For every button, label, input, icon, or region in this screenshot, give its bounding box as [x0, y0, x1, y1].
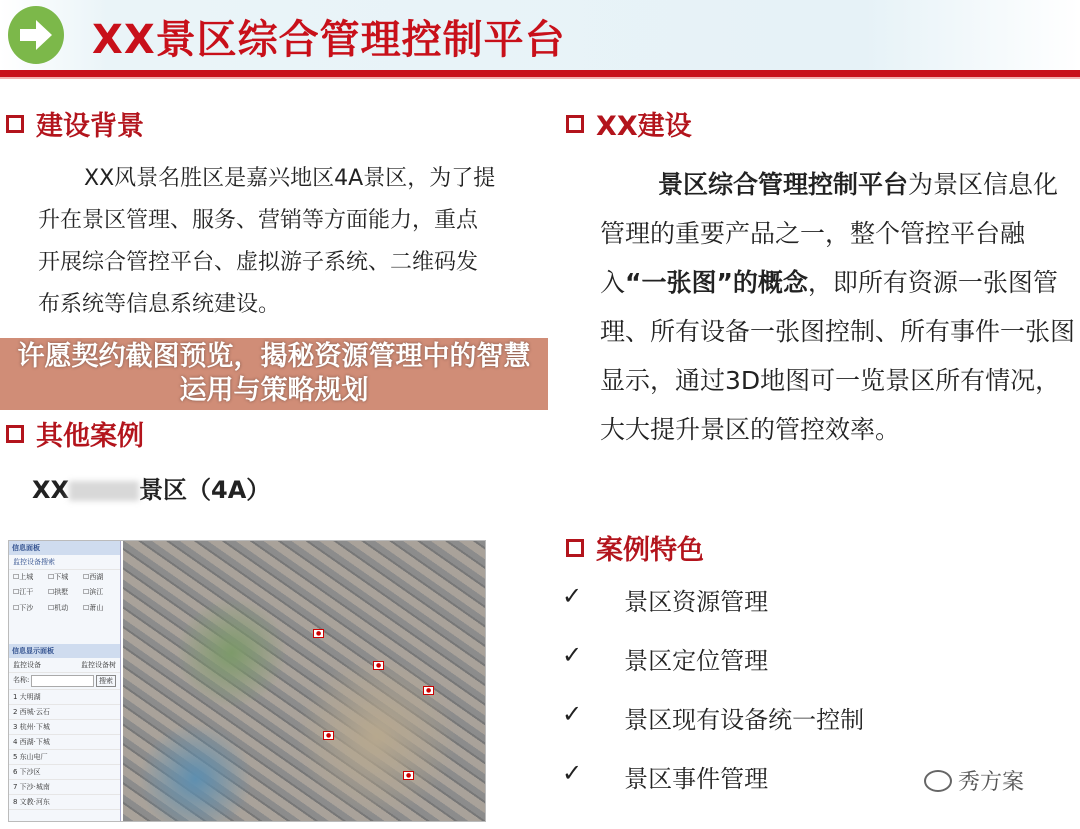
district-checkbox[interactable]: ☐拱墅: [48, 588, 69, 597]
list-item[interactable]: 3 杭州·下城: [9, 720, 120, 735]
bold-text: “一张图”的概念: [625, 268, 808, 297]
square-bullet-icon: [566, 539, 584, 557]
map-marker[interactable]: ●: [323, 731, 334, 740]
case-prefix: XX: [32, 476, 70, 504]
section-heading-features: [566, 528, 704, 567]
map-marker[interactable]: ●: [423, 686, 434, 695]
panel-tab: 监控设备树: [81, 661, 116, 669]
feature-text: 景区现有设备统一控制: [624, 706, 865, 734]
3d-city-map[interactable]: [123, 541, 485, 821]
list-item[interactable]: 7 下沙·城南: [9, 780, 120, 795]
district-checkbox[interactable]: ☐下城: [48, 573, 69, 581]
district-checkboxes: [9, 570, 120, 618]
heading-text: XX建设: [596, 111, 692, 142]
panel-tab: 监控设备搜索: [9, 555, 120, 570]
divider: [0, 70, 1080, 79]
map-marker[interactable]: ●: [313, 629, 324, 638]
district-checkbox[interactable]: ☐滨江: [83, 588, 104, 597]
section-heading-construction: [566, 104, 692, 143]
list-item: [562, 641, 864, 700]
check-icon: ✓: [562, 582, 583, 610]
list-item: [562, 582, 864, 641]
redacted-block: [69, 481, 139, 501]
district-checkbox[interactable]: ☐萧山: [83, 603, 104, 612]
search-button[interactable]: 搜索: [96, 675, 116, 687]
panel-tab: 监控设备: [13, 661, 41, 669]
list-item[interactable]: 8 文教·河东: [9, 795, 120, 810]
list-item[interactable]: 1 大明湖: [9, 690, 120, 705]
construction-paragraph: [600, 160, 1080, 454]
map-sidebar: [9, 541, 121, 821]
location-list: [9, 690, 120, 810]
map-screenshot: [8, 540, 486, 822]
panel-title: 信息面板: [9, 541, 120, 555]
section-heading-other-cases: [6, 414, 144, 453]
bold-text: 景区综合管理控制平台: [658, 170, 909, 199]
wechat-icon: [924, 770, 952, 792]
check-icon: ✓: [562, 641, 583, 669]
map-marker[interactable]: ●: [373, 661, 384, 670]
check-icon: ✓: [562, 759, 583, 787]
list-item: [562, 759, 864, 818]
search-input[interactable]: [31, 675, 94, 687]
heading-text: 案例特色: [596, 535, 704, 566]
case-name: [32, 470, 270, 505]
heading-text: 其他案例: [36, 421, 144, 452]
overlay-caption: 许愿契约截图预览，揭秘资源管理中的智慧运用与策略规划: [0, 338, 548, 410]
district-checkbox[interactable]: ☐下沙: [13, 603, 34, 612]
district-checkbox[interactable]: ☐西湖: [83, 573, 104, 581]
feature-text: 景区资源管理: [624, 588, 769, 616]
section-heading-background: [6, 104, 144, 143]
paragraph-text: XX风景名胜区是嘉兴地区4A景区，为了提升在景区管理、服务、营销等方面能力，重点开展综合管控平台、虚拟游子系统、二维码发布系统等信息系统建设。: [38, 166, 496, 317]
square-bullet-icon: [6, 115, 24, 133]
square-bullet-icon: [6, 425, 24, 443]
list-item: [562, 700, 864, 759]
case-suffix: 景区（4A）: [139, 476, 271, 504]
district-checkbox[interactable]: ☐江干: [13, 588, 34, 597]
feature-list: [562, 582, 864, 818]
background-paragraph: [38, 158, 498, 326]
heading-text: 建设背景: [36, 111, 144, 142]
panel-title: 信息显示面板: [9, 644, 120, 658]
slide-header: [0, 0, 1080, 70]
watermark-text: 秀方案: [958, 770, 1025, 795]
list-item[interactable]: 6 下沙区: [9, 765, 120, 780]
check-icon: ✓: [562, 700, 583, 728]
arrow-right-icon: [8, 6, 64, 64]
feature-text: 景区事件管理: [624, 765, 769, 793]
list-item[interactable]: 2 西城·云石: [9, 705, 120, 720]
square-bullet-icon: [566, 115, 584, 133]
paragraph-text: ，即所有资源一张图管理、所有设备一张图控制、所有事件一张图显示，通过3D地图可一览景区所有情况，大大提升景区的管控效率。: [600, 268, 1076, 444]
district-checkbox[interactable]: ☐上城: [13, 573, 34, 581]
slide-title: XX景区综合管理控制平台: [92, 17, 566, 63]
district-checkbox[interactable]: ☐机动: [48, 603, 69, 612]
watermark: [924, 765, 1024, 796]
list-item[interactable]: 4 西湖·下城: [9, 735, 120, 750]
search-label: 名称:: [13, 676, 30, 684]
feature-text: 景区定位管理: [624, 647, 769, 675]
paragraph-text: 为景区信息化管理的重要产品之一，整个管控平台融入: [600, 170, 1059, 297]
map-marker[interactable]: ●: [403, 771, 414, 780]
list-item[interactable]: 5 东山电厂: [9, 750, 120, 765]
